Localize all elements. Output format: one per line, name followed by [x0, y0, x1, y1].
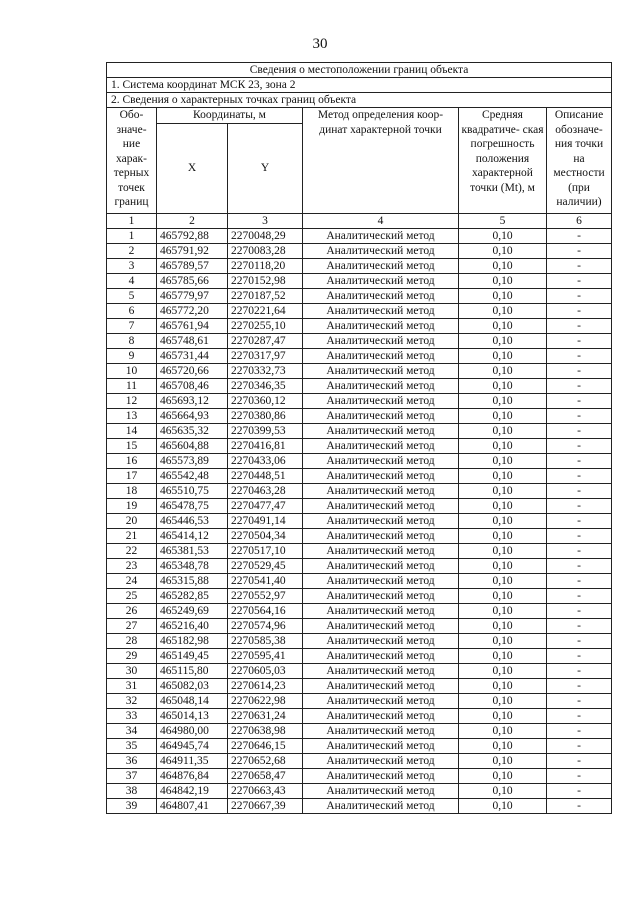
- x-coordinate: 465664,93: [157, 408, 228, 423]
- x-coordinate: 464842,19: [157, 783, 228, 798]
- mean-error: 0,10: [459, 543, 547, 558]
- y-coordinate: 2270658,47: [228, 768, 303, 783]
- points-info-line: 2. Сведения о характерных точках границ объекта: [107, 93, 612, 108]
- x-coordinate: 464945,74: [157, 738, 228, 753]
- table-row: [107, 483, 612, 498]
- description: -: [547, 393, 612, 408]
- coordinate-system-line: 1. Система координат МСК 23, зона 2: [107, 78, 612, 93]
- x-coordinate: 465446,53: [157, 513, 228, 528]
- mean-error: 0,10: [459, 243, 547, 258]
- description: -: [547, 243, 612, 258]
- description: -: [547, 303, 612, 318]
- mean-error: 0,10: [459, 483, 547, 498]
- table-row: [107, 243, 612, 258]
- method: Аналитический метод: [303, 543, 459, 558]
- y-coordinate: 2270477,47: [228, 498, 303, 513]
- mean-error: 0,10: [459, 798, 547, 813]
- mean-error: 0,10: [459, 528, 547, 543]
- x-coordinate: 464911,35: [157, 753, 228, 768]
- y-coordinate: 2270448,51: [228, 468, 303, 483]
- mean-error: 0,10: [459, 768, 547, 783]
- method: Аналитический метод: [303, 708, 459, 723]
- table-title: Сведения о местоположении границ объекта: [107, 63, 612, 78]
- description: -: [547, 633, 612, 648]
- description: -: [547, 648, 612, 663]
- mean-error: 0,10: [459, 378, 547, 393]
- point-number: 37: [107, 768, 157, 783]
- y-coordinate: 2270416,81: [228, 438, 303, 453]
- method: Аналитический метод: [303, 453, 459, 468]
- y-coordinate: 2270667,39: [228, 798, 303, 813]
- point-number: 38: [107, 783, 157, 798]
- x-coordinate: 464807,41: [157, 798, 228, 813]
- point-number: 6: [107, 303, 157, 318]
- mean-error: 0,10: [459, 348, 547, 363]
- x-coordinate: 465282,85: [157, 588, 228, 603]
- boundary-points-table: [106, 62, 612, 814]
- method: Аналитический метод: [303, 558, 459, 573]
- y-coordinate: 2270255,10: [228, 318, 303, 333]
- y-coordinate: 2270631,24: [228, 708, 303, 723]
- description: -: [547, 753, 612, 768]
- description: -: [547, 468, 612, 483]
- method: Аналитический метод: [303, 273, 459, 288]
- point-number: 12: [107, 393, 157, 408]
- x-coordinate: 465573,89: [157, 453, 228, 468]
- table-row: [107, 513, 612, 528]
- table-row: [107, 468, 612, 483]
- mean-error: 0,10: [459, 513, 547, 528]
- table-row: [107, 798, 612, 813]
- description: -: [547, 423, 612, 438]
- x-coordinate: 465635,32: [157, 423, 228, 438]
- mean-error: 0,10: [459, 588, 547, 603]
- x-coordinate: 465789,57: [157, 258, 228, 273]
- mean-error: 0,10: [459, 723, 547, 738]
- method: Аналитический метод: [303, 573, 459, 588]
- point-number: 23: [107, 558, 157, 573]
- point-number: 3: [107, 258, 157, 273]
- method: Аналитический метод: [303, 228, 459, 243]
- description: -: [547, 558, 612, 573]
- x-coordinate: 465542,48: [157, 468, 228, 483]
- y-coordinate: 2270541,40: [228, 573, 303, 588]
- description: -: [547, 273, 612, 288]
- point-number: 9: [107, 348, 157, 363]
- y-coordinate: 2270564,16: [228, 603, 303, 618]
- mean-error: 0,10: [459, 693, 547, 708]
- method: Аналитический метод: [303, 663, 459, 678]
- point-number: 25: [107, 588, 157, 603]
- mean-error: 0,10: [459, 288, 547, 303]
- method: Аналитический метод: [303, 678, 459, 693]
- table-row: [107, 588, 612, 603]
- method: Аналитический метод: [303, 528, 459, 543]
- table-row: [107, 603, 612, 618]
- y-coordinate: 2270622,98: [228, 693, 303, 708]
- description: -: [547, 603, 612, 618]
- column-number: 3: [228, 213, 303, 228]
- mean-error: 0,10: [459, 678, 547, 693]
- mean-error: 0,10: [459, 273, 547, 288]
- header-y: Y: [228, 123, 303, 213]
- mean-error: 0,10: [459, 438, 547, 453]
- column-number: 4: [303, 213, 459, 228]
- y-coordinate: 2270287,47: [228, 333, 303, 348]
- y-coordinate: 2270595,41: [228, 648, 303, 663]
- x-coordinate: 465785,66: [157, 273, 228, 288]
- method: Аналитический метод: [303, 483, 459, 498]
- description: -: [547, 498, 612, 513]
- description: -: [547, 798, 612, 813]
- point-number: 4: [107, 273, 157, 288]
- x-coordinate: 465708,46: [157, 378, 228, 393]
- table-row: [107, 378, 612, 393]
- mean-error: 0,10: [459, 408, 547, 423]
- point-number: 5: [107, 288, 157, 303]
- method: Аналитический метод: [303, 738, 459, 753]
- description: -: [547, 618, 612, 633]
- method: Аналитический метод: [303, 348, 459, 363]
- page-number: 30: [312, 36, 328, 52]
- mean-error: 0,10: [459, 303, 547, 318]
- point-number: 20: [107, 513, 157, 528]
- table-row: [107, 423, 612, 438]
- x-coordinate: 465748,61: [157, 333, 228, 348]
- mean-error: 0,10: [459, 738, 547, 753]
- point-number: 16: [107, 453, 157, 468]
- table-row: [107, 498, 612, 513]
- x-coordinate: 465414,12: [157, 528, 228, 543]
- header-point-designation: Обо- значе- ние харак- терных точек границ: [107, 108, 157, 214]
- y-coordinate: 2270574,96: [228, 618, 303, 633]
- description: -: [547, 318, 612, 333]
- table-row: [107, 393, 612, 408]
- y-coordinate: 2270317,97: [228, 348, 303, 363]
- point-number: 18: [107, 483, 157, 498]
- point-number: 28: [107, 633, 157, 648]
- x-coordinate: 465149,45: [157, 648, 228, 663]
- table-row: [107, 228, 612, 243]
- table-row: [107, 273, 612, 288]
- table-row: [107, 768, 612, 783]
- point-number: 8: [107, 333, 157, 348]
- description: -: [547, 228, 612, 243]
- table-row: [107, 753, 612, 768]
- point-number: 35: [107, 738, 157, 753]
- description: -: [547, 483, 612, 498]
- table-row: [107, 363, 612, 378]
- y-coordinate: 2270614,23: [228, 678, 303, 693]
- table-row: [107, 333, 612, 348]
- mean-error: 0,10: [459, 573, 547, 588]
- method: Аналитический метод: [303, 393, 459, 408]
- mean-error: 0,10: [459, 333, 547, 348]
- table-row: [107, 453, 612, 468]
- method: Аналитический метод: [303, 468, 459, 483]
- table-row: [107, 783, 612, 798]
- method: Аналитический метод: [303, 798, 459, 813]
- header-mean-error: Средняя квадратиче- ская погрешность положения характерной точки (Mt), м: [459, 108, 547, 214]
- x-coordinate: 465772,20: [157, 303, 228, 318]
- method: Аналитический метод: [303, 258, 459, 273]
- y-coordinate: 2270638,98: [228, 723, 303, 738]
- method: Аналитический метод: [303, 633, 459, 648]
- x-coordinate: 465216,40: [157, 618, 228, 633]
- column-number: 1: [107, 213, 157, 228]
- description: -: [547, 438, 612, 453]
- table-row: [107, 738, 612, 753]
- header-method: Метод определения коор- динат характерной точки: [303, 108, 459, 214]
- mean-error: 0,10: [459, 258, 547, 273]
- description: -: [547, 408, 612, 423]
- table-row: [107, 558, 612, 573]
- column-number: 6: [547, 213, 612, 228]
- point-number: 36: [107, 753, 157, 768]
- x-coordinate: 465182,98: [157, 633, 228, 648]
- mean-error: 0,10: [459, 783, 547, 798]
- table-row: [107, 528, 612, 543]
- point-number: 13: [107, 408, 157, 423]
- point-number: 17: [107, 468, 157, 483]
- y-coordinate: 2270663,43: [228, 783, 303, 798]
- method: Аналитический метод: [303, 333, 459, 348]
- table-row: [107, 693, 612, 708]
- x-coordinate: 465014,13: [157, 708, 228, 723]
- description: -: [547, 573, 612, 588]
- mean-error: 0,10: [459, 618, 547, 633]
- description: -: [547, 333, 612, 348]
- method: Аналитический метод: [303, 588, 459, 603]
- x-coordinate: 465720,66: [157, 363, 228, 378]
- description: -: [547, 453, 612, 468]
- y-coordinate: 2270118,20: [228, 258, 303, 273]
- method: Аналитический метод: [303, 423, 459, 438]
- y-coordinate: 2270187,52: [228, 288, 303, 303]
- description: -: [547, 348, 612, 363]
- description: -: [547, 663, 612, 678]
- method: Аналитический метод: [303, 438, 459, 453]
- point-number: 32: [107, 693, 157, 708]
- mean-error: 0,10: [459, 423, 547, 438]
- point-number: 27: [107, 618, 157, 633]
- x-coordinate: 465381,53: [157, 543, 228, 558]
- description: -: [547, 543, 612, 558]
- description: -: [547, 288, 612, 303]
- y-coordinate: 2270048,29: [228, 228, 303, 243]
- table-row: [107, 648, 612, 663]
- table-row: [107, 543, 612, 558]
- y-coordinate: 2270491,14: [228, 513, 303, 528]
- point-number: 2: [107, 243, 157, 258]
- x-coordinate: 465792,88: [157, 228, 228, 243]
- point-number: 34: [107, 723, 157, 738]
- mean-error: 0,10: [459, 453, 547, 468]
- point-number: 39: [107, 798, 157, 813]
- description: -: [547, 768, 612, 783]
- table-row: [107, 723, 612, 738]
- point-number: 30: [107, 663, 157, 678]
- method: Аналитический метод: [303, 318, 459, 333]
- y-coordinate: 2270529,45: [228, 558, 303, 573]
- point-number: 26: [107, 603, 157, 618]
- y-coordinate: 2270646,15: [228, 738, 303, 753]
- method: Аналитический метод: [303, 408, 459, 423]
- method: Аналитический метод: [303, 288, 459, 303]
- table-row: [107, 573, 612, 588]
- description: -: [547, 378, 612, 393]
- x-coordinate: 465082,03: [157, 678, 228, 693]
- table-row: [107, 618, 612, 633]
- point-number: 15: [107, 438, 157, 453]
- x-coordinate: 465478,75: [157, 498, 228, 513]
- table-row: [107, 408, 612, 423]
- x-coordinate: 465779,97: [157, 288, 228, 303]
- method: Аналитический метод: [303, 603, 459, 618]
- point-number: 1: [107, 228, 157, 243]
- table-row: [107, 303, 612, 318]
- y-coordinate: 2270552,97: [228, 588, 303, 603]
- description: -: [547, 588, 612, 603]
- point-number: 33: [107, 708, 157, 723]
- description: -: [547, 258, 612, 273]
- x-coordinate: 465510,75: [157, 483, 228, 498]
- y-coordinate: 2270652,68: [228, 753, 303, 768]
- mean-error: 0,10: [459, 468, 547, 483]
- table-row: [107, 258, 612, 273]
- description: -: [547, 723, 612, 738]
- y-coordinate: 2270585,38: [228, 633, 303, 648]
- method: Аналитический метод: [303, 783, 459, 798]
- table-row: [107, 318, 612, 333]
- x-coordinate: 465791,92: [157, 243, 228, 258]
- table-row: [107, 438, 612, 453]
- description: -: [547, 363, 612, 378]
- mean-error: 0,10: [459, 498, 547, 513]
- point-number: 11: [107, 378, 157, 393]
- y-coordinate: 2270360,12: [228, 393, 303, 408]
- description: -: [547, 678, 612, 693]
- description: -: [547, 708, 612, 723]
- method: Аналитический метод: [303, 378, 459, 393]
- mean-error: 0,10: [459, 228, 547, 243]
- point-number: 24: [107, 573, 157, 588]
- y-coordinate: 2270221,64: [228, 303, 303, 318]
- method: Аналитический метод: [303, 513, 459, 528]
- header-description: Описание обозначе- ния точки на местности (при наличии): [547, 108, 612, 214]
- y-coordinate: 2270463,28: [228, 483, 303, 498]
- column-number: 2: [157, 213, 228, 228]
- point-number: 14: [107, 423, 157, 438]
- description: -: [547, 513, 612, 528]
- y-coordinate: 2270504,34: [228, 528, 303, 543]
- y-coordinate: 2270380,86: [228, 408, 303, 423]
- table-row: [107, 633, 612, 648]
- x-coordinate: 464876,84: [157, 768, 228, 783]
- method: Аналитический метод: [303, 243, 459, 258]
- mean-error: 0,10: [459, 603, 547, 618]
- table-row: [107, 288, 612, 303]
- header-x: X: [157, 123, 228, 213]
- method: Аналитический метод: [303, 363, 459, 378]
- x-coordinate: 465731,44: [157, 348, 228, 363]
- y-coordinate: 2270605,03: [228, 663, 303, 678]
- method: Аналитический метод: [303, 648, 459, 663]
- table-row: [107, 663, 612, 678]
- x-coordinate: 465315,88: [157, 573, 228, 588]
- point-number: 7: [107, 318, 157, 333]
- description: -: [547, 738, 612, 753]
- table-row: [107, 678, 612, 693]
- point-number: 31: [107, 678, 157, 693]
- x-coordinate: 465048,14: [157, 693, 228, 708]
- point-number: 10: [107, 363, 157, 378]
- mean-error: 0,10: [459, 633, 547, 648]
- mean-error: 0,10: [459, 648, 547, 663]
- y-coordinate: 2270083,28: [228, 243, 303, 258]
- x-coordinate: 465604,88: [157, 438, 228, 453]
- y-coordinate: 2270332,73: [228, 363, 303, 378]
- mean-error: 0,10: [459, 393, 547, 408]
- mean-error: 0,10: [459, 663, 547, 678]
- point-number: 19: [107, 498, 157, 513]
- y-coordinate: 2270152,98: [228, 273, 303, 288]
- y-coordinate: 2270399,53: [228, 423, 303, 438]
- table-row: [107, 708, 612, 723]
- x-coordinate: 464980,00: [157, 723, 228, 738]
- description: -: [547, 783, 612, 798]
- x-coordinate: 465348,78: [157, 558, 228, 573]
- x-coordinate: 465115,80: [157, 663, 228, 678]
- column-number: 5: [459, 213, 547, 228]
- x-coordinate: 465249,69: [157, 603, 228, 618]
- mean-error: 0,10: [459, 363, 547, 378]
- point-number: 29: [107, 648, 157, 663]
- method: Аналитический метод: [303, 753, 459, 768]
- x-coordinate: 465761,94: [157, 318, 228, 333]
- method: Аналитический метод: [303, 693, 459, 708]
- method: Аналитический метод: [303, 723, 459, 738]
- table-row: [107, 348, 612, 363]
- mean-error: 0,10: [459, 558, 547, 573]
- mean-error: 0,10: [459, 708, 547, 723]
- method: Аналитический метод: [303, 618, 459, 633]
- mean-error: 0,10: [459, 753, 547, 768]
- point-number: 22: [107, 543, 157, 558]
- y-coordinate: 2270517,10: [228, 543, 303, 558]
- header-coordinates: Координаты, м: [157, 108, 303, 124]
- y-coordinate: 2270433,06: [228, 453, 303, 468]
- point-number: 21: [107, 528, 157, 543]
- method: Аналитический метод: [303, 768, 459, 783]
- description: -: [547, 528, 612, 543]
- mean-error: 0,10: [459, 318, 547, 333]
- method: Аналитический метод: [303, 303, 459, 318]
- method: Аналитический метод: [303, 498, 459, 513]
- x-coordinate: 465693,12: [157, 393, 228, 408]
- description: -: [547, 693, 612, 708]
- y-coordinate: 2270346,35: [228, 378, 303, 393]
